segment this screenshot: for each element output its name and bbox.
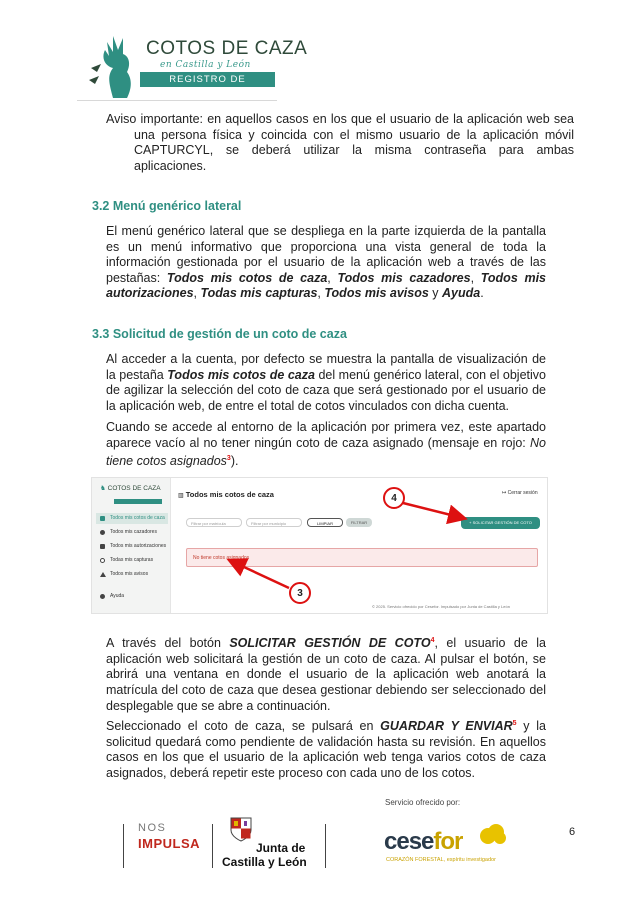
callout-3: 3 (289, 582, 311, 604)
screenshot-logo: ♞ COTOS DE CAZA (100, 485, 161, 492)
section-heading-3-3: 3.3 Solicitud de gestión de un coto de caza (92, 327, 347, 341)
footer-divider-middle (212, 824, 213, 868)
important-notice: Aviso importante: en aquellos casos en los que el usuario de la aplicación web sea una persona física y coincida con el mismo usuario de la aplicación móvil CAPTURCYL, se deberá utilizar la misma contraseña para ambas aplicaciones. (106, 112, 574, 173)
paragraph-access: Al acceder a la cuenta, por defecto se muestra la pantalla de visualización de la pestaña Todos mis cotos de caza del menú genérico lateral, con el objetivo de agilizar la selección del coto de caza que será gestionado por el usuario de la aplicación web, de entre el total de cotos vinculados con dicha cuenta. (106, 352, 546, 413)
junta-crest-icon (230, 816, 252, 842)
paragraph-menu: El menú genérico lateral que se despliega en la parte izquierda de la pantalla es un menú informativo que proporciona una vista general de toda la información gestionada por el usuario de la aplicación web a través de las pestañas: Todos mis cotos de caza, Todos mis cazadores, Todos mis autorizaciones, Todas mis capturas, Todos mis avisos y Ayuda. (106, 224, 546, 301)
logo-band: REGISTRO DE CAPTURAS (140, 72, 275, 87)
screenshot-deer-icon: ♞ (100, 485, 106, 492)
page-number: 6 (569, 826, 576, 838)
logout-icon: ↦ (502, 490, 507, 496)
filter-matricula-input[interactable]: Filtrar por matrícula (186, 518, 242, 527)
request-management-button[interactable]: + SOLICITAR GESTIÓN DE COTO (461, 517, 540, 529)
section-heading-3-2: 3.2 Menú genérico lateral (92, 199, 242, 213)
footer-divider-left (123, 824, 124, 868)
sidebar-item-avisos[interactable]: Todos mis avisos (96, 569, 168, 580)
sidebar-item-capturas[interactable]: Todas mis capturas (96, 555, 168, 566)
nos-logo-text: NOS (138, 822, 167, 834)
arrow-3 (231, 561, 289, 588)
cesefor-tagline: CORAZÓN FORESTAL, espíritu investigador (386, 857, 496, 863)
sidebar-item-cotos[interactable]: Todos mis cotos de caza (96, 513, 168, 524)
paragraph-request-button: A través del botón SOLICITAR GESTIÓN DE COTO$^4$, el usuario de la aplicación web solicitará la gestión de un coto de caza. Al pulsar el botón, se abrirá una ventana en donde el usuario de la aplicación web anotará la matrícula del coto de caza que desea gestionar debiendo ser seleccionado del desplegable que se abre a continuación. (106, 636, 546, 713)
paragraph-first-access: Cuando se accede al entorno de la aplicación por primera vez, este apartado aparece vacío al no tener ningún coto de caza asignado (mensaje en rojo: No tiene cotos asignados$^3$). (106, 420, 546, 469)
impulsa-logo-text: IMPULSA (138, 836, 200, 851)
cesefor-logo: cesefor (384, 828, 463, 855)
sidebar-item-autorizaciones[interactable]: Todos mis autorizaciones (96, 541, 168, 552)
paragraph-save-send: Seleccionado el coto de caza, se pulsará en GUARDAR Y ENVIAR$^5$ y la solicitud quedará como pendiente de validación hasta su revisión. En aquellos casos en los que el usuario de la aplicación web tenga varios cotos de caza asignados, deberá repetir este proceso con cada uno de los cotos. (106, 719, 546, 780)
annotation-arrows (91, 477, 548, 617)
filter-button[interactable]: FILTRAR (346, 518, 372, 527)
callout-4: 4 (383, 487, 405, 509)
junta-line-2: Castilla y León (222, 855, 307, 869)
no-cotos-alert: No tiene cotos asignados (186, 548, 538, 567)
screenshot-footer: © 2025. Servicio ofrecido por Cesefor. Impulsado por Junta de Castilla y León (372, 604, 510, 609)
hunt-icon: ▥ (178, 493, 184, 499)
logo-title: COTOS DE CAZA (146, 38, 308, 59)
screenshot-page-title: ▥ Todos mis cotos de caza (178, 490, 274, 499)
served-by-label: Servicio ofrecido por: (385, 798, 461, 807)
junta-line-1: Junta de (256, 841, 306, 855)
header-divider (77, 100, 277, 101)
filter-municipio-input[interactable]: Filtrar por municipio (246, 518, 302, 527)
deer-logo-icon (83, 28, 148, 100)
clear-button[interactable]: LIMPIAR (307, 518, 343, 527)
sidebar-item-ayuda[interactable]: Ayuda (96, 591, 168, 602)
footer-divider-right (325, 824, 326, 868)
logout-link[interactable]: ↦ Cerrar sesión (502, 490, 538, 496)
arrow-4 (399, 502, 463, 518)
logo-subtitle: en Castilla y León (160, 60, 251, 70)
cesefor-cloud-icon (478, 823, 506, 845)
sidebar-item-cazadores[interactable]: Todos mis cazadores (96, 527, 168, 538)
